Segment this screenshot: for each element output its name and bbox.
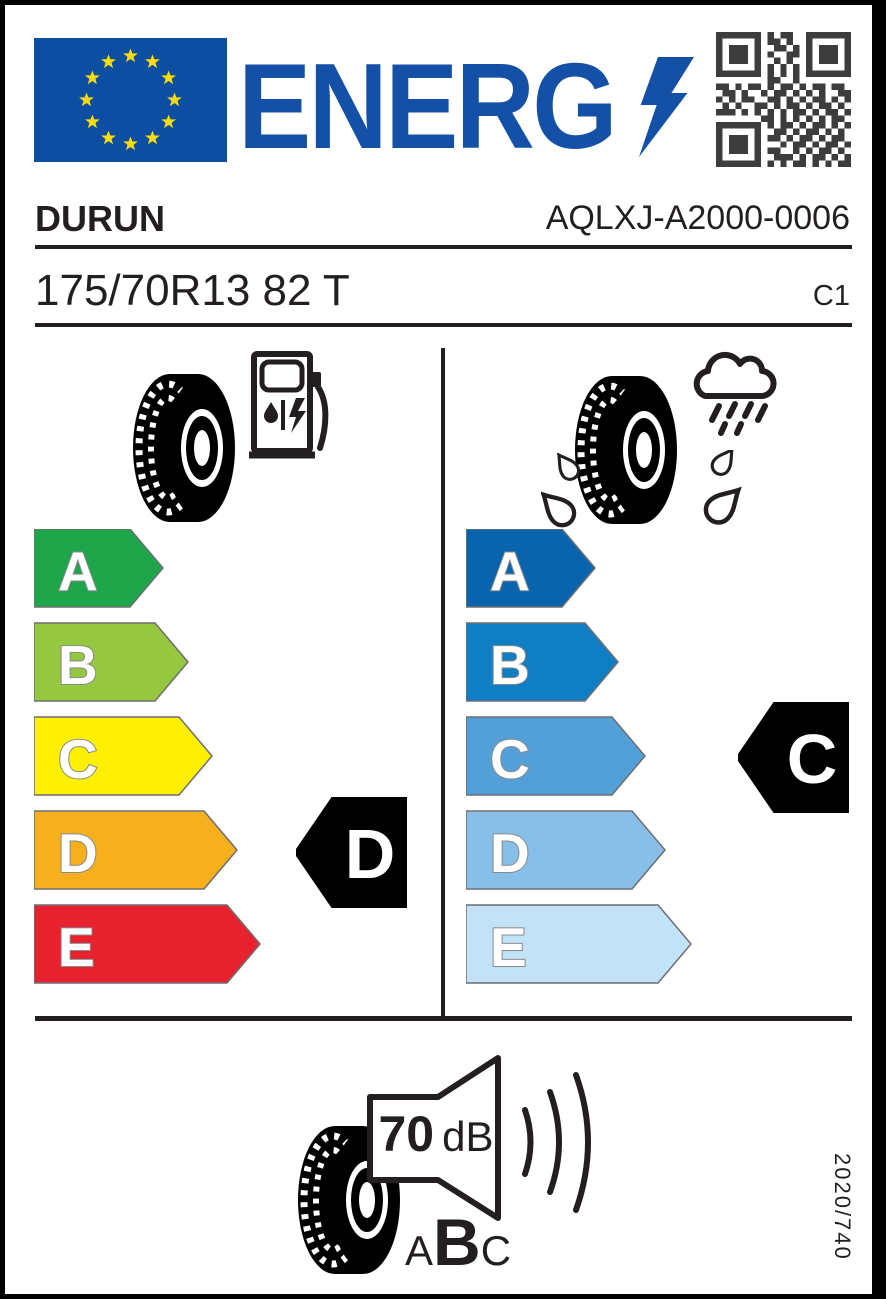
wet-grade-letter: D xyxy=(490,822,530,884)
noise-class-letters xyxy=(405,1204,511,1280)
water-splash-icon xyxy=(683,450,747,532)
noise-class-c: C xyxy=(480,1227,512,1274)
fuel-efficiency-scale xyxy=(34,529,264,987)
fuel-grade-letter: E xyxy=(58,916,95,978)
noise-value-group xyxy=(371,1105,501,1163)
wet-grip-scale xyxy=(466,529,696,987)
wet-grade-letter: B xyxy=(490,634,530,696)
tyre-size: 175/70R13 82 T xyxy=(35,266,350,315)
fuel-grade-letter: B xyxy=(58,634,98,696)
fuel-arrow-a xyxy=(34,529,163,607)
regulation-number: 2020/740 xyxy=(830,1153,855,1261)
lightning-bolt-icon xyxy=(638,57,700,157)
rain-cloud-icon xyxy=(681,348,785,443)
fuel-grade-letter: C xyxy=(58,728,98,790)
fuel-grade-letter: D xyxy=(58,822,98,884)
wet-rating-indicator xyxy=(738,702,849,813)
noise-value: 70 xyxy=(378,1106,435,1162)
wet-arrow-a xyxy=(466,529,595,607)
noise-class-b: B xyxy=(433,1205,481,1279)
fuel-rating-letter: D xyxy=(344,815,396,893)
rain-drops xyxy=(712,404,765,433)
tyre-class-label: C1 xyxy=(812,280,850,312)
water-splash-icon xyxy=(541,453,587,533)
fuel-grade-letter: A xyxy=(58,540,98,602)
divider-rule-top xyxy=(35,245,852,249)
energ-wordmark: ENERG xyxy=(238,38,615,174)
column-divider xyxy=(441,348,445,1016)
qr-code xyxy=(716,32,851,167)
divider-rule-middle xyxy=(35,323,852,327)
wet-rating-letter: C xyxy=(786,720,838,798)
wet-grade-letter: C xyxy=(490,728,530,790)
product-code: AQLXJ-A2000-0006 xyxy=(545,199,850,237)
fuel-pump-icon xyxy=(249,350,331,460)
tyre-icon xyxy=(573,375,685,525)
sound-waves-icon xyxy=(525,1075,588,1210)
noise-class-a: A xyxy=(405,1227,434,1274)
wet-grade-letter: A xyxy=(490,540,530,602)
noise-unit: dB xyxy=(442,1113,494,1160)
divider-rule-bottom xyxy=(35,1016,852,1021)
wet-arrow-b xyxy=(466,623,618,701)
brand-name: DURUN xyxy=(35,198,165,239)
fuel-rating-indicator xyxy=(296,797,407,908)
tyre-icon xyxy=(131,373,243,523)
eu-flag-icon xyxy=(34,38,227,162)
wet-grade-letter: E xyxy=(490,916,527,978)
